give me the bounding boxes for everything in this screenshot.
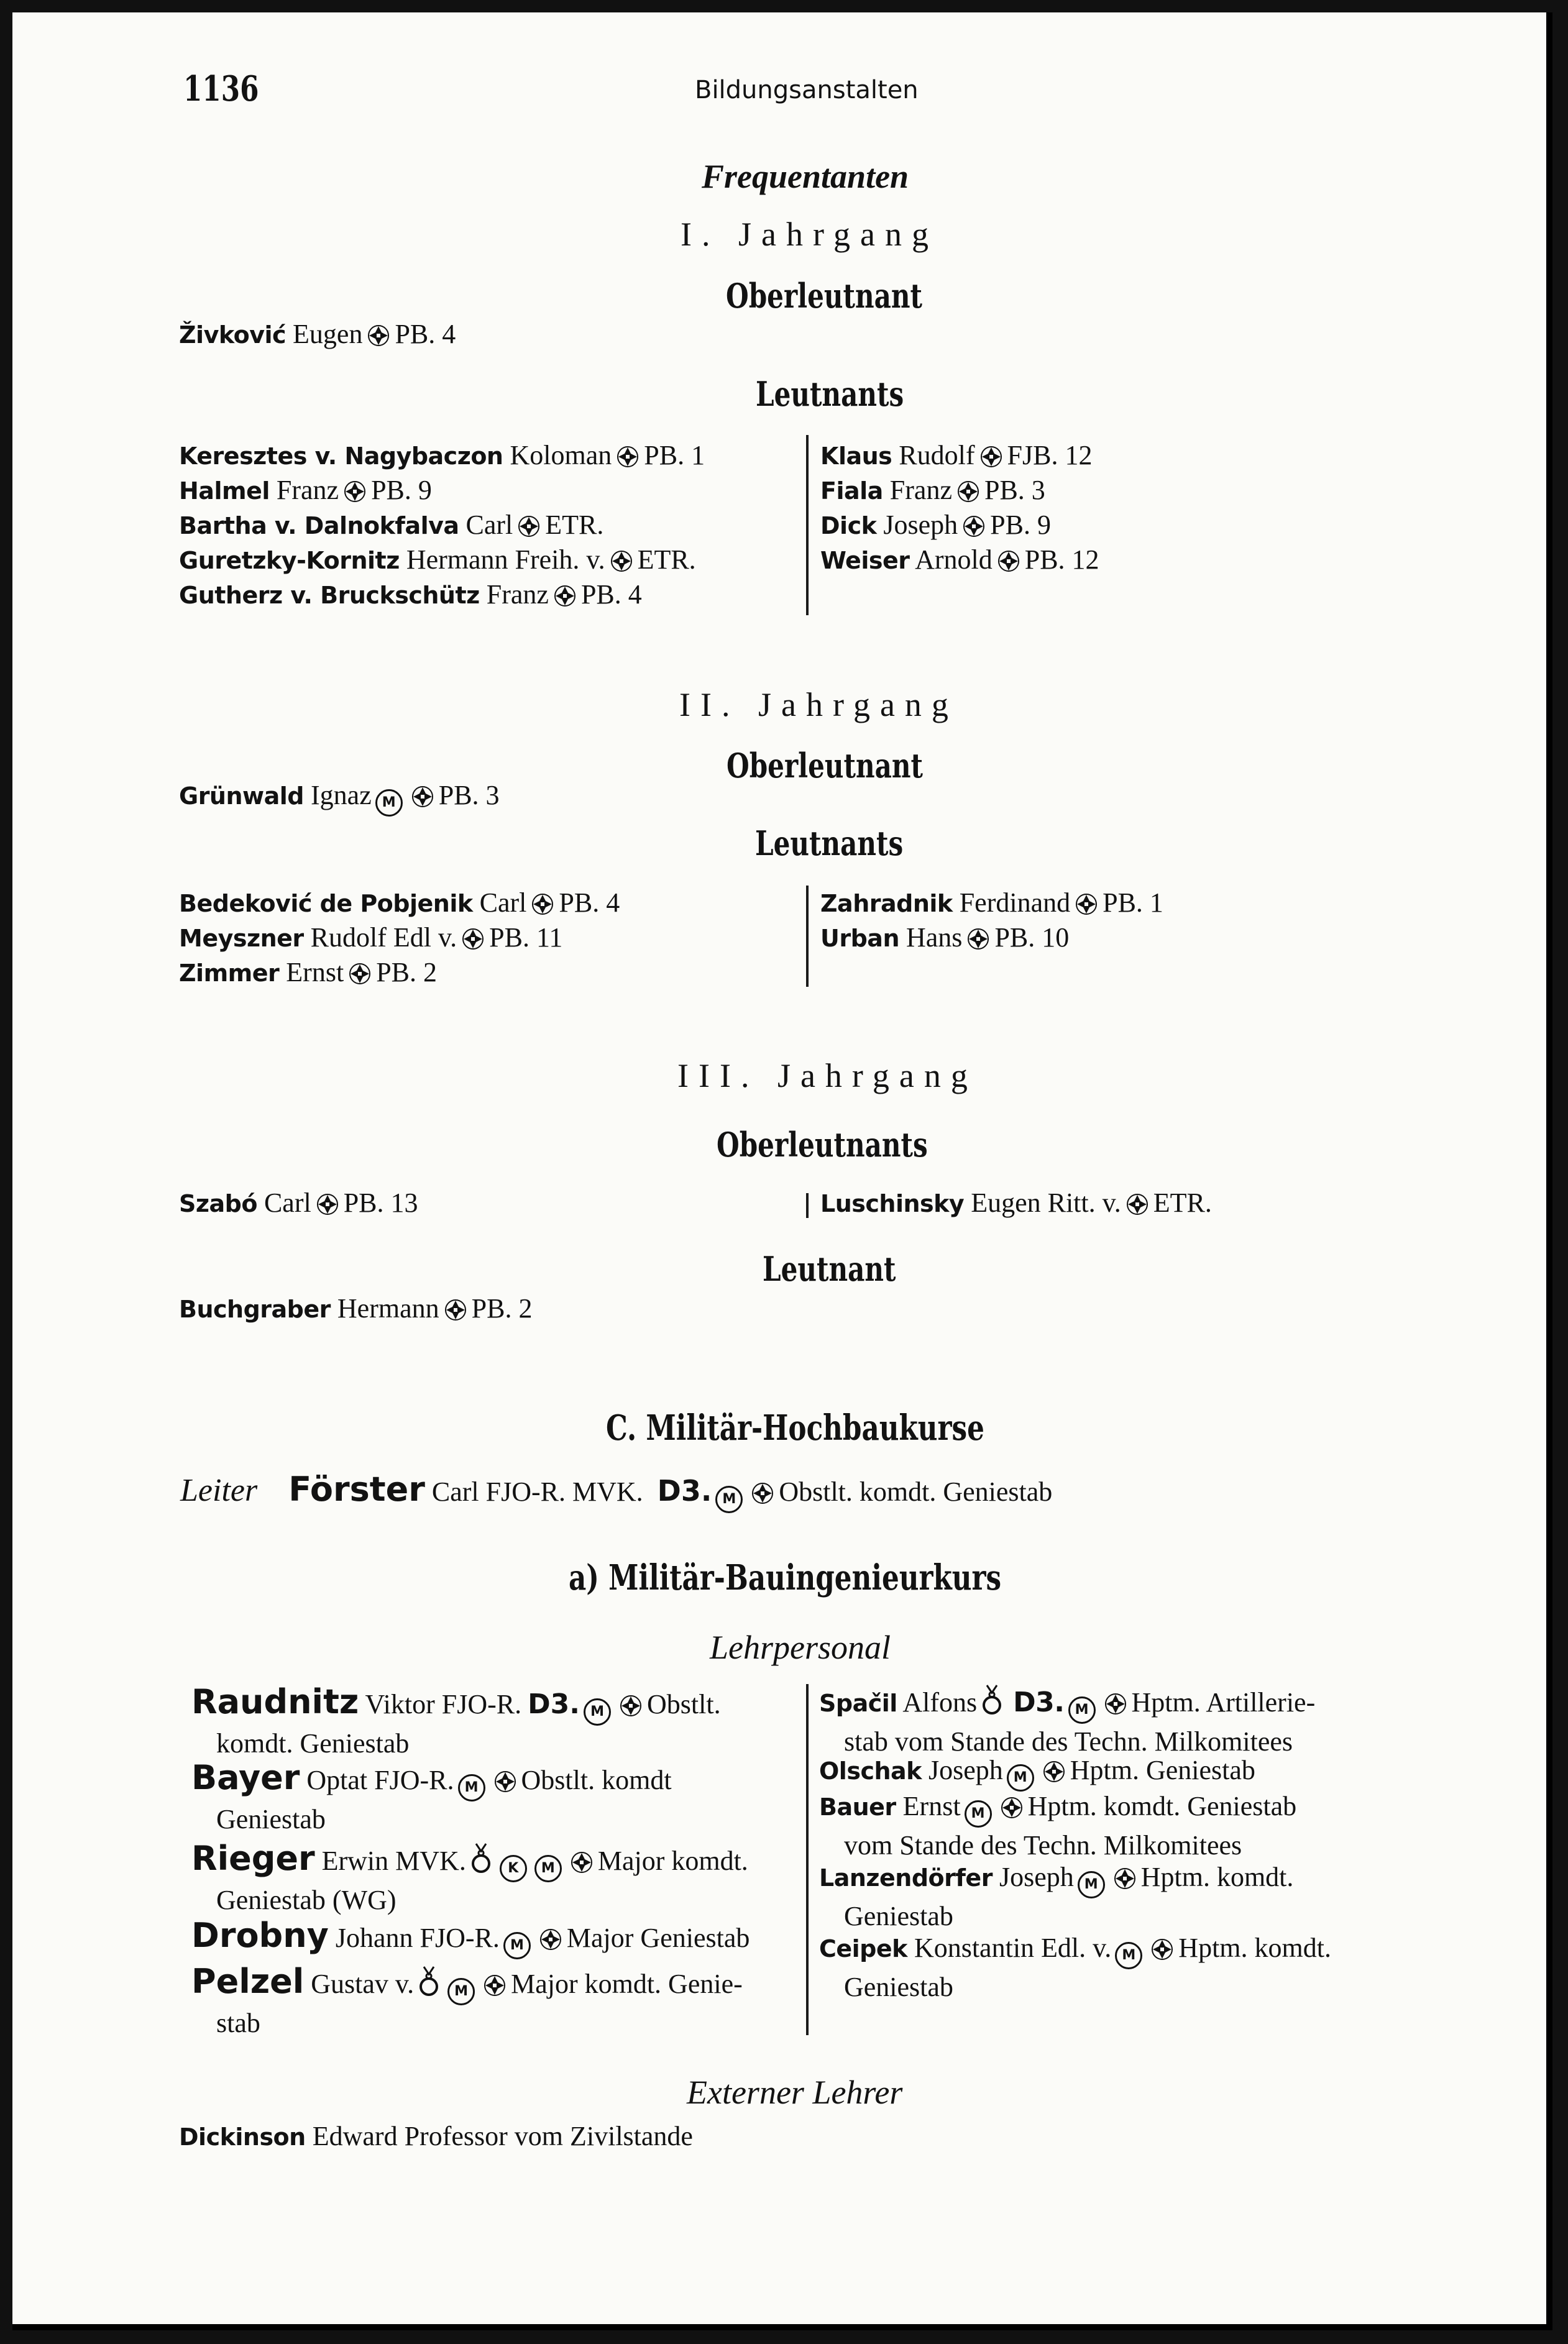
cross-icon bbox=[997, 550, 1020, 572]
jahrgang-2-leutnant-entry: Bedeković de Pobjenik Carl PB. 4 bbox=[179, 887, 620, 918]
cross-icon bbox=[1151, 1938, 1173, 1961]
column-divider bbox=[806, 1684, 809, 2035]
cross-icon bbox=[1104, 1693, 1127, 1715]
cross-icon bbox=[1114, 1867, 1136, 1890]
staff-name: Bayer bbox=[191, 1758, 300, 1797]
merit-badge-icon: M bbox=[534, 1855, 562, 1882]
staff-entry: Rieger Erwin MVK. K M Major komdt. Geniestab (WG) bbox=[191, 1839, 748, 1915]
jahrgang-3-oberleutnants-label: Oberleutnants bbox=[717, 1125, 928, 1165]
jahrgang-2-leutnant-entry: Urban Hans PB. 10 bbox=[820, 922, 1070, 953]
jahrgang-1-title: I. Jahrgang bbox=[681, 216, 938, 253]
externer-lehrer-entry: Dickinson Edward Professor vom Zivilstande bbox=[179, 2121, 693, 2151]
officer-name: Zimmer bbox=[179, 959, 280, 987]
leiter-entry: Leiter Förster Carl FJO-R. MVK. D3. M Obstlt. komdt. Geniestab bbox=[180, 1470, 1052, 1513]
section-c-title: C. Militär-Hochbaukurse bbox=[606, 1408, 984, 1449]
jahrgang-2-leutnant-entry: Zahradnik Ferdinand PB. 1 bbox=[820, 887, 1163, 918]
merit-badge-icon: M bbox=[1068, 1696, 1096, 1724]
staff-name: Bauer bbox=[819, 1793, 896, 1821]
merit-badge-icon: M bbox=[1115, 1942, 1142, 1969]
staff-entry: Lanzendörfer Joseph M Hptm. komdt. Geniestab bbox=[819, 1862, 1294, 1931]
section-title-frequentanten: Frequentanten bbox=[702, 158, 909, 195]
jahrgang-1-leutnants-label: Leutnants bbox=[756, 374, 904, 414]
column-divider bbox=[806, 886, 809, 987]
jahrgang-2-leutnant-entry: Zimmer Ernst PB. 2 bbox=[179, 957, 438, 987]
merit-badge-icon: M bbox=[1078, 1871, 1105, 1898]
cross-icon bbox=[963, 515, 985, 538]
jahrgang-3-leutnant-label: Leutnant bbox=[763, 1249, 896, 1289]
lehrpersonal-label: Lehrpersonal bbox=[710, 1629, 891, 1666]
leiter-label: Leiter bbox=[180, 1473, 258, 1508]
staff-entry: Pelzel Gustav v. M Major komdt. Genie- stab bbox=[191, 1962, 743, 2038]
merit-badge-icon: M bbox=[715, 1486, 743, 1513]
cross-icon bbox=[610, 550, 633, 572]
merit-badge-icon: M bbox=[965, 1800, 992, 1828]
cross-icon bbox=[349, 963, 371, 985]
staff-name: Ceipek bbox=[819, 1935, 907, 1962]
cross-icon bbox=[751, 1482, 774, 1504]
jahrgang-1-leutnant-entry: Fiala Franz PB. 3 bbox=[820, 475, 1045, 505]
merit-badge-icon: M bbox=[584, 1698, 611, 1726]
officer-name: Weiser bbox=[820, 547, 910, 574]
staff-entry: Drobny Johann FJO-R. M Major Geniestab bbox=[191, 1918, 750, 1959]
officer-name: Zahradnik bbox=[820, 890, 953, 917]
cross-icon bbox=[444, 1299, 467, 1321]
staff-name: Olschak bbox=[819, 1757, 922, 1785]
cross-icon bbox=[1126, 1193, 1148, 1215]
column-divider bbox=[806, 1193, 809, 1218]
kurs-a-title: a) Militär-Bauingenieurkurs bbox=[569, 1557, 1002, 1598]
jahrgang-1-oberleutnant-label: Oberleutnant bbox=[726, 276, 923, 316]
jahrgang-1-leutnant-entry: Guretzky-Kornitz Hermann Freih. v. ETR. bbox=[179, 544, 696, 575]
jahrgang-3-leutnant-entry: Buchgraber Hermann PB. 2 bbox=[179, 1293, 533, 1324]
k-badge-icon: K bbox=[500, 1855, 527, 1882]
cross-icon bbox=[344, 480, 366, 503]
merit-badge-icon: M bbox=[458, 1774, 485, 1801]
jahrgang-2-leutnants-label: Leutnants bbox=[755, 823, 904, 863]
jahrgang-2-title: II. Jahrgang bbox=[679, 686, 958, 723]
externer-lehrer-label: Externer Lehrer bbox=[687, 2074, 903, 2111]
jahrgang-1-leutnant-entry: Halmel Franz PB. 9 bbox=[179, 475, 432, 505]
medal-icon bbox=[982, 1684, 1002, 1718]
officer-name: Bedeković de Pobjenik bbox=[179, 890, 473, 917]
staff-entry: Olschak Joseph M Hptm. Geniestab bbox=[819, 1752, 1255, 1792]
staff-name: Spačil bbox=[819, 1690, 897, 1717]
officer-name: Živković bbox=[179, 321, 287, 349]
cross-icon bbox=[967, 928, 989, 950]
cross-icon bbox=[494, 1770, 516, 1793]
officer-name: Meyszner bbox=[179, 925, 304, 952]
merit-badge-icon: M bbox=[1007, 1764, 1034, 1792]
medal-icon bbox=[471, 1843, 491, 1876]
officer-name: Fiala bbox=[820, 477, 883, 505]
cross-icon bbox=[518, 515, 540, 538]
officer-name: Keresztes v. Nagybaczon bbox=[179, 442, 503, 470]
jahrgang-1-leutnant-entry: Weiser Arnold PB. 12 bbox=[820, 544, 1099, 575]
merit-badge-icon: M bbox=[503, 1932, 531, 1959]
staff-name: Pelzel bbox=[191, 1962, 305, 2001]
cross-icon bbox=[484, 1974, 506, 1997]
cross-icon bbox=[620, 1695, 642, 1717]
cross-icon bbox=[462, 928, 484, 950]
cross-icon bbox=[571, 1851, 593, 1874]
cross-icon bbox=[316, 1193, 339, 1215]
cross-icon bbox=[1001, 1797, 1023, 1819]
cross-icon bbox=[539, 1928, 562, 1951]
staff-name: Raudnitz bbox=[191, 1682, 359, 1721]
officer-name: Guretzky-Kornitz bbox=[179, 547, 400, 574]
jahrgang-1-leutnant-entry: Bartha v. Dalnokfalva Carl ETR. bbox=[179, 510, 604, 540]
staff-name: Lanzendörfer bbox=[819, 1864, 993, 1892]
officer-name: Dick bbox=[820, 512, 877, 539]
staff-entry: Raudnitz Viktor FJO-R. D3. M Obstlt. komdt. Geniestab bbox=[191, 1682, 721, 1759]
cross-icon bbox=[531, 893, 554, 915]
cross-icon bbox=[1043, 1760, 1065, 1783]
cross-icon bbox=[617, 446, 639, 468]
running-title: Bildungsanstalten bbox=[695, 76, 919, 104]
staff-entry: Bauer Ernst M Hptm. komdt. Geniestab vom Stande des Techn. Milkomitees bbox=[819, 1791, 1297, 1861]
jahrgang-3-left-entry: Szabó Carl PB. 13 bbox=[179, 1188, 418, 1218]
jahrgang-2-oberleutnant-label: Oberleutnant bbox=[727, 746, 924, 785]
officer-name: Bartha v. Dalnokfalva bbox=[179, 512, 459, 539]
jahrgang-1-oberleutnant-entry: Živković Eugen PB. 4 bbox=[179, 319, 456, 349]
staff-entry: Bayer Optat FJO-R. M Obstlt. komdt Geniestab bbox=[191, 1758, 672, 1834]
officer-name: Gutherz v. Bruckschütz bbox=[179, 582, 480, 609]
merit-badge-icon: M bbox=[375, 789, 403, 817]
jahrgang-3-title: III. Jahrgang bbox=[677, 1057, 978, 1094]
staff-entry: Ceipek Konstantin Edl. v. M Hptm. komdt. Geniestab bbox=[819, 1933, 1331, 2002]
column-divider bbox=[806, 435, 809, 615]
jahrgang-1-leutnant-entry: Gutherz v. Bruckschütz Franz PB. 4 bbox=[179, 579, 642, 610]
jahrgang-1-leutnant-entry: Klaus Rudolf FJB. 12 bbox=[820, 440, 1093, 470]
cross-icon bbox=[411, 785, 434, 808]
medal-icon bbox=[419, 1966, 439, 1999]
jahrgang-1-leutnant-entry: Dick Joseph PB. 9 bbox=[820, 510, 1051, 540]
cross-icon bbox=[554, 585, 576, 607]
cross-icon bbox=[980, 446, 1002, 468]
jahrgang-2-oberleutnant-entry: Grünwald Ignaz M PB. 3 bbox=[179, 778, 500, 817]
staff-name: Drobny bbox=[191, 1916, 329, 1955]
officer-name: Halmel bbox=[179, 477, 270, 505]
cross-icon bbox=[367, 324, 390, 347]
cross-icon bbox=[957, 480, 979, 503]
staff-name: Rieger bbox=[191, 1839, 315, 1878]
jahrgang-3-right-entry: Luschinsky Eugen Ritt. v. ETR. bbox=[820, 1188, 1212, 1218]
page-number: 1136 bbox=[183, 68, 259, 109]
jahrgang-1-leutnant-entry: Keresztes v. Nagybaczon Koloman PB. 1 bbox=[179, 440, 705, 470]
cross-icon bbox=[1075, 893, 1098, 915]
staff-entry: Spačil Alfons D3. M Hptm. Artillerie- stab vom Stande des Techn. Milkomitees bbox=[819, 1684, 1315, 1760]
officer-name: Klaus bbox=[820, 442, 892, 470]
jahrgang-2-leutnant-entry: Meyszner Rudolf Edl v. PB. 11 bbox=[179, 922, 563, 953]
document-page bbox=[12, 12, 1552, 2330]
merit-badge-icon: M bbox=[447, 1978, 475, 2005]
officer-name: Urban bbox=[820, 925, 899, 952]
